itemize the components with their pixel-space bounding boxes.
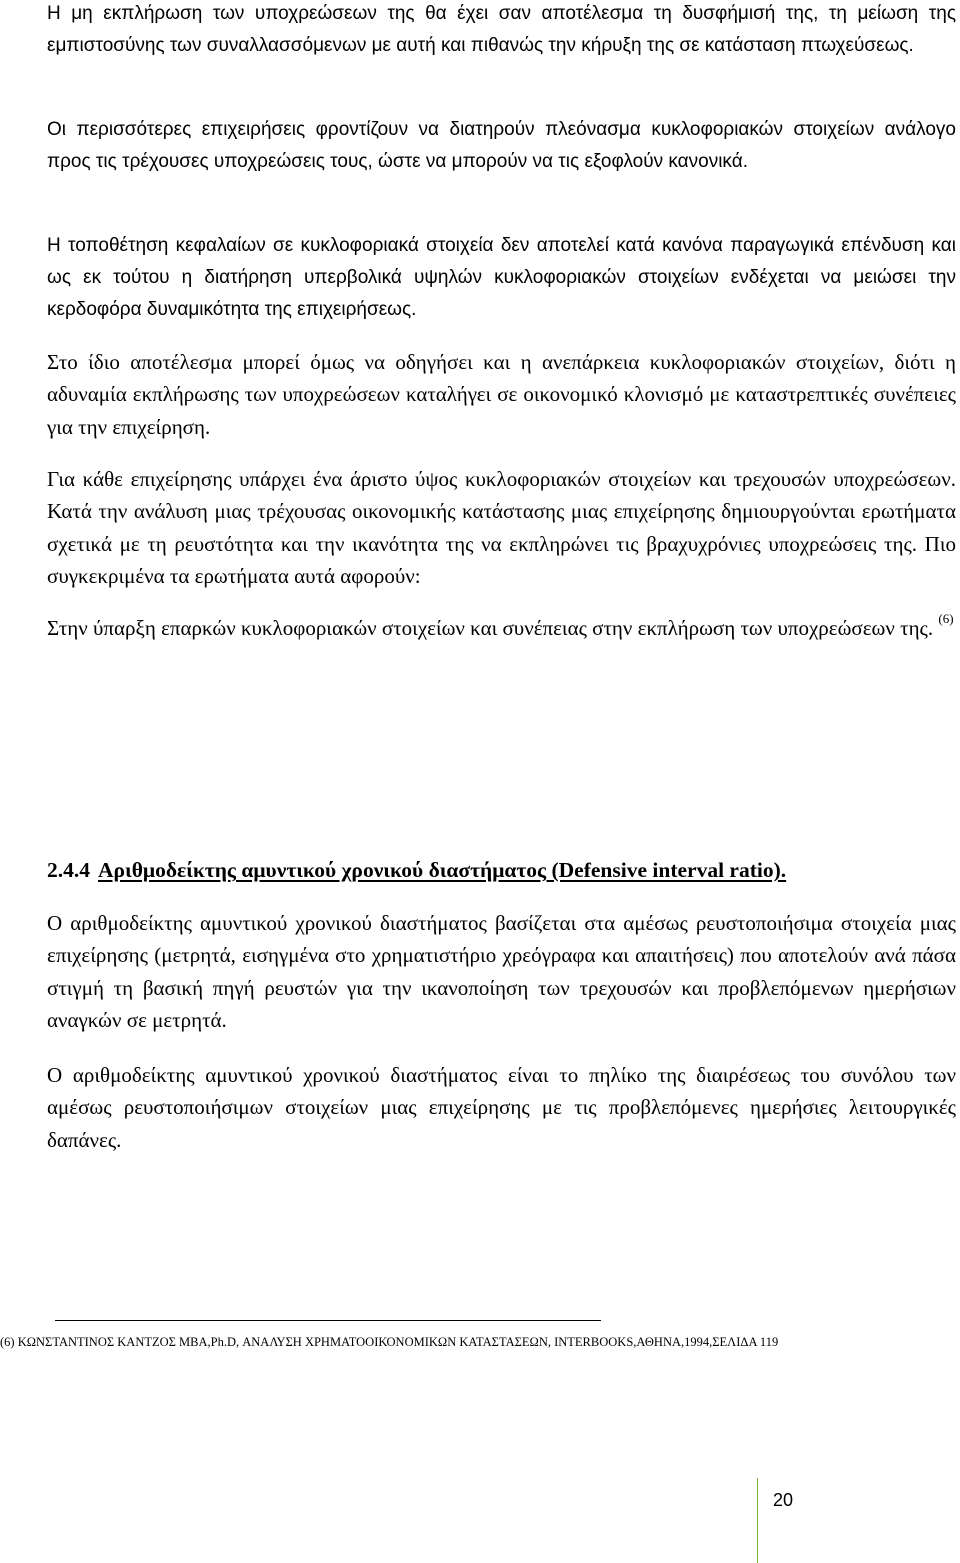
- footnote-citation: (6) ΚΩΝΣΤΑΝΤΙΝΟΣ ΚΑΝΤΖΟΣ MBA,Ph.D, ΑΝΑΛΥΣΗ ΧΡΗΜΑΤΟΟΙΚΟΝΟΜΙΚΩΝ ΚΑΤΑΣΤΑΣΕΩΝ, INTERBOOKS,ΑΘΗΝΑ,1994,ΣΕΛΙΔΑ 119: [0, 1335, 779, 1349]
- paragraph-insolvency-consequences: Η μη εκπλήρωση των υποχρεώσεων της θα έχει σαν αποτέλεσμα τη δυσφήμισή της, τη μείωση της εμπιστοσύνης των συναλλασσόμενων με αυτή και πιθανώς την κήρυξη της σε κατάσταση πτωχεύσεως.: [47, 3, 956, 57]
- section-title: Αριθμοδείκτης αμυντικού χρονικού διαστήματος (Defensive interval ratio).: [98, 858, 787, 882]
- paragraph-adequacy: [47, 612, 956, 644]
- section-heading: [47, 855, 786, 885]
- paragraph-insufficiency: Στο ίδιο αποτέλεσμα μπορεί όμως να οδηγήσει και η ανεπάρκεια κυκλοφοριακών στοιχείων, διότι η αδυναμία εκπλήρωσης των υποχρεώσεων καταλήγει σε οικονομικό κλονισμό με καταστρεπτικές συνέπειες για την επιχείρηση.: [47, 350, 956, 439]
- footnote-separator: [55, 1320, 601, 1321]
- paragraph-defensive-interval-basis: Ο αριθμοδείκτης αμυντικού χρονικού διαστήματος βασίζεται στα αμέσως ρευστοποιήσιμα στοιχεία μιας επιχείρησης (μετρητά, εισηγμένα στο χρηματιστήριο χρεόγραφα και απαιτήσεις) που αποτελούν ανά πάσα στιγμή τη βασική πηγή ρευστών για την ικανοποίηση των τρεχουσών και προβλεπόμενων ημερήσιων αναγκών σε μετρητά.: [47, 911, 956, 1033]
- section-number: 2.4.4: [47, 858, 90, 882]
- paragraph-working-capital-surplus: Οι περισσότερες επιχειρήσεις φροντίζουν να διατηρούν πλεόνασμα κυκλοφοριακών στοιχείων ανάλογο προς τις τρέχουσες υποχρεώσεις τους, ώστε να μπορούν να τις εξοφλούν κανονικά.: [47, 119, 956, 173]
- paragraph-adequacy-text: Στην ύπαρξη επαρκών κυκλοφοριακών στοιχείων και συνέπειας στην εκπλήρωση των υποχρεώσεων της.: [47, 616, 934, 640]
- page-number: 20: [773, 1490, 794, 1510]
- paragraph-defensive-interval-definition: Ο αριθμοδείκτης αμυντικού χρονικού διαστήματος είναι το πηλίκο της διαιρέσεως του συνόλου των αμέσως ρευστοποιήσιμων στοιχείων μιας επιχείρησης με τις προβλεπόμενες ημερήσιες λειτουργικές δαπάνες.: [47, 1063, 956, 1152]
- footnote-reference[interactable]: (6): [938, 611, 954, 626]
- paragraph-optimal-level-part3: Πιο συγκεκριμένα τα ερωτήματα αυτά αφορούν:: [47, 531, 956, 589]
- paragraph-optimal-level: [47, 463, 956, 593]
- paragraph-capital-placement: Η τοποθέτηση κεφαλαίων σε κυκλοφοριακά στοιχεία δεν αποτελεί κατά κανόνα παραγωγικά επένδυση και ως εκ τούτου η διατήρηση υπερβολικά υψηλών κυκλοφοριακών στοιχείων ενδέχεται να μειώσει την κερδοφόρα δυναμικότητα της επιχειρήσεως.: [47, 235, 956, 321]
- paragraph-optimal-level-part1: Για κάθε επιχείρησης υπάρχει ένα άριστο ύψος κυκλοφοριακών στοιχείων και τρεχουσών υποχρεώσεων.: [47, 467, 956, 491]
- paragraph-optimal-level-part2: Κατά την ανάλυση μιας τρέχουσας οικονομικής κατάστασης μιας επιχείρησης δημιουργούνται ερωτήματα σχετικά με τη ρευστότητα και την ικανότητα της να εκπληρώνει τις βραχυχρόνιες υποχρεώσεις της.: [47, 499, 956, 556]
